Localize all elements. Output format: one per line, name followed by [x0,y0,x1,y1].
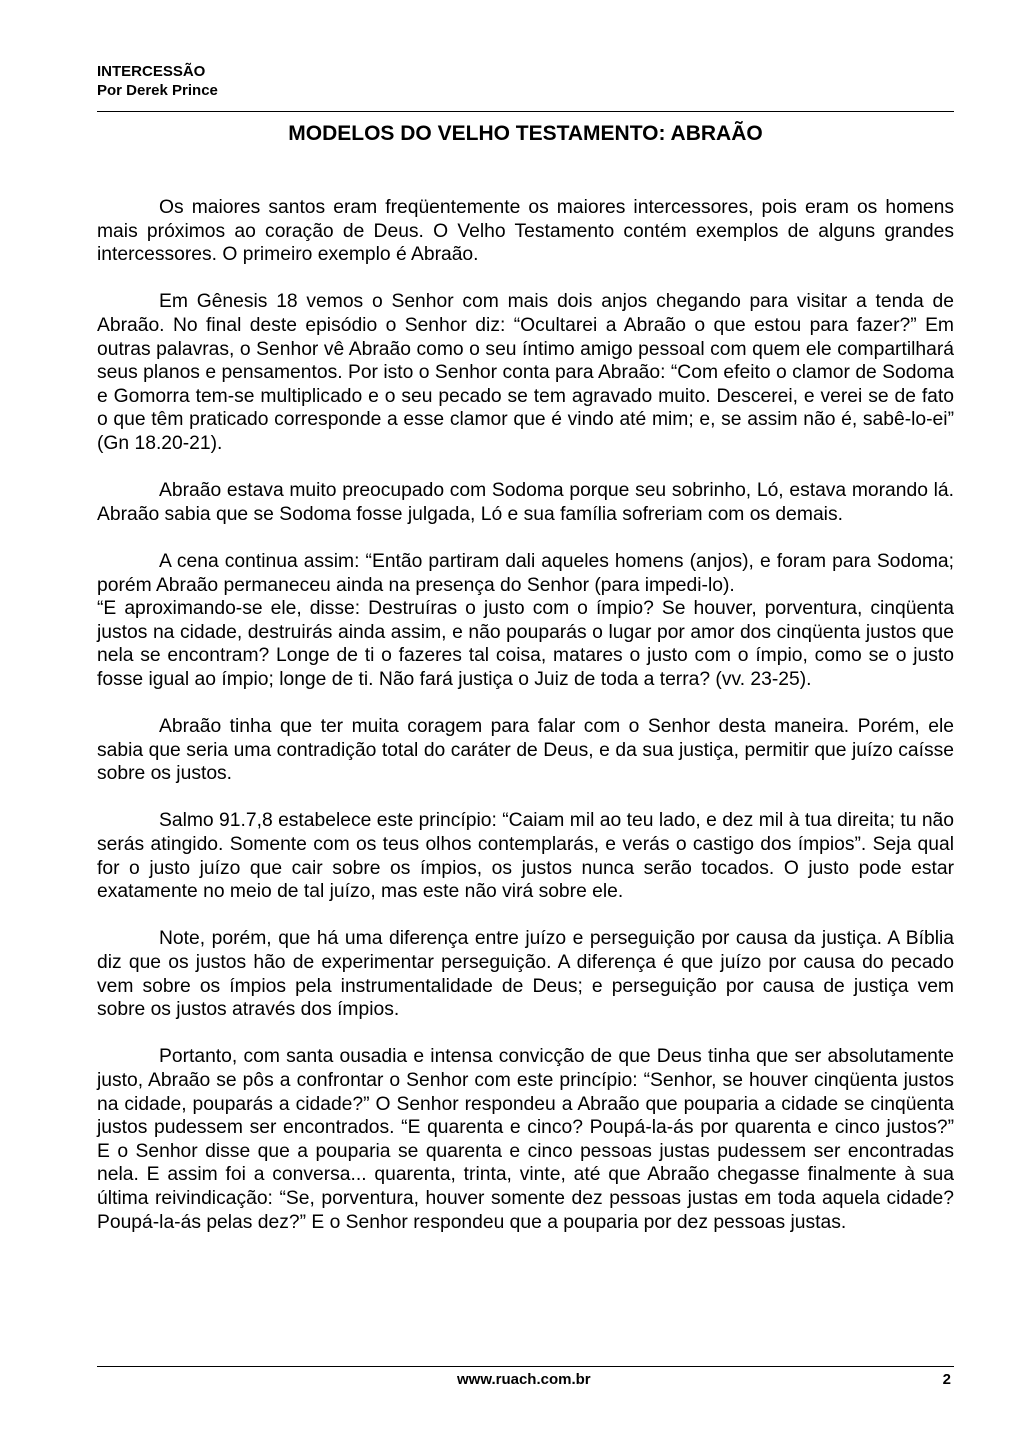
paragraph: Portanto, com santa ousadia e intensa convicção de que Deus tinha que ser absolutamente justo, Abraão se pôs a confrontar o Senhor com este princípio: “Senhor, se houver cinqüenta justos na cidade, pouparás a cidade?” O Senhor respondeu a Abraão que pouparia a cidade se cinqüenta justos pudessem ser encontrados. “E quarenta e cinco? Poupá-la-ás por quarenta e cinco justos?” E o Senhor disse que a pouparia se quarenta e cinco pessoas justas pudessem ser encontradas nela. E assim foi a conversa... quarenta, trinta, vinte, até que Abraão chegasse finalmente à sua última reivindicação: “Se, porventura, houver somente dez pessoas justas em toda aquela cidade? Poupá-la-ás pelas dez?” E o Senhor respondeu que a pouparia por dez pessoas justas. [97,1046,954,1233]
paragraph: Os maiores santos eram freqüentemente os maiores intercessores, pois eram os homens mais próximos ao coração de Deus. O Velho Testamento contém exemplos de alguns grandes intercessores. O primeiro exemplo é Abraão. [97,197,954,266]
paragraph: Abraão tinha que ter muita coragem para falar com o Senhor desta maneira. Porém, ele sabia que seria uma contradição total do caráter de Deus, e da sua justiça, permitir que juízo caísse sobre os justos. [97,716,954,785]
document-header [97,62,218,100]
paragraph: A cena continua assim: “Então partiram dali aqueles homens (anjos), e foram para Sodoma; porém Abraão permaneceu ainda na presença do Senhor (para impedi-lo). [97,550,954,596]
header-title: INTERCESSÃO [97,63,206,80]
footer-divider [97,1366,954,1367]
paragraph: “E aproximando-se ele, disse: Destruíras o justo com o ímpio? Se houver, porventura, cinqüenta justos na cidade, destruirás ainda assim, e não pouparás o lugar por amor dos cinqüenta justos que nela se encontram? Longe de ti o fazeres tal coisa, matares o justo com o ímpio, como se o justo fosse igual ao ímpio; longe de ti. Não fará justiça o Juiz de toda a terra? (vv. 23-25). [97,598,954,690]
page-title: MODELOS DO VELHO TESTAMENTO: ABRAÃO [288,122,763,145]
header-divider [97,111,954,112]
paragraph: Note, porém, que há uma diferença entre juízo e perseguição por causa da justiça. A Bíblia diz que os justos hão de experimentar perseguição. A diferença é que juízo por causa do pecado vem sobre os ímpios pela instrumentalidade de Deus; e perseguição por causa de justiça vem sobre os justos através dos ímpios. [97,928,954,1021]
page-number: 2 [942,1371,951,1388]
footer-url: www.ruach.com.br [457,1371,591,1388]
paragraph: Salmo 91.7,8 estabelece este princípio: “Caiam mil ao teu lado, e dez mil à tua direita; tu não serás atingido. Somente com os teus olhos contemplarás, e verás o castigo dos ímpios”. Seja qual for o justo juízo que cair sobre os ímpios, os justos nunca serão tocados. O justo pode estar exatamente no meio de tal juízo, mas este não virá sobre ele. [97,810,954,903]
paragraph: Em Gênesis 18 vemos o Senhor com mais dois anjos chegando para visitar a tenda de Abraão. No final deste episódio o Senhor diz: “Ocultarei a Abraão o que estou para fazer?” Em outras palavras, o Senhor vê Abraão como o seu íntimo amigo pessoal com quem ele compartilhará seus planos e pensamentos. Por isto o Senhor conta para Abraão: “Com efeito o clamor de Sodoma e Gomorra tem-se multiplicado e o seu pecado se tem agravado muito. Descerei, e verei se de fato o que têm praticado corresponde a esse clamor que é vindo até mim; e, se assim não é, sabê-lo-ei” (Gn 18.20-21). [97,291,954,454]
header-author: Por Derek Prince [97,82,218,99]
document-body [97,196,954,1258]
paragraph: Abraão estava muito preocupado com Sodoma porque seu sobrinho, Ló, estava morando lá. Abraão sabia que se Sodoma fosse julgada, Ló e sua família sofreriam com os demais. [97,480,954,525]
